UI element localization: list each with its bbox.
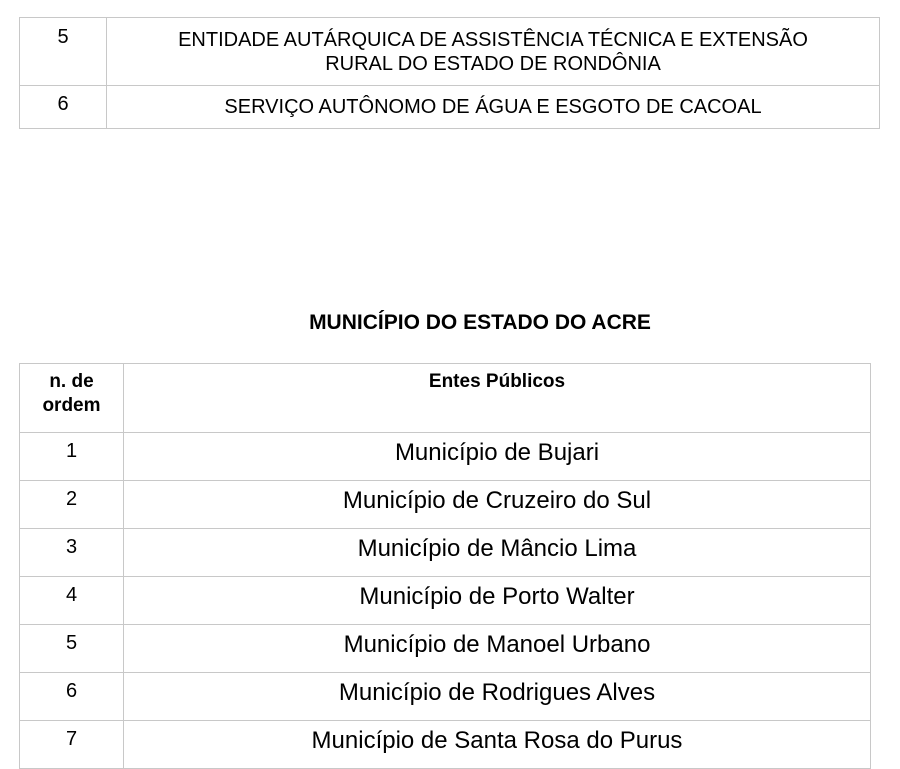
entity-name-cell: Município de Rodrigues Alves <box>124 673 871 721</box>
order-number-cell: 6 <box>20 673 124 721</box>
order-number-cell: 5 <box>20 625 124 673</box>
entity-name-cell: Município de Mâncio Lima <box>124 529 871 577</box>
header-line: n. de <box>49 371 94 392</box>
table-header-row <box>20 364 871 433</box>
entity-name-line: ENTIDADE AUTÁRQUICA DE ASSISTÊNCIA TÉCNICA E EXTENSÃO <box>178 28 808 51</box>
order-number-cell: 4 <box>20 577 124 625</box>
entity-name-line: SERVIÇO AUTÔNOMO DE ÁGUA E ESGOTO DE CACOAL <box>224 96 762 118</box>
table-row <box>20 625 871 673</box>
order-number-cell: 7 <box>20 721 124 769</box>
table-row <box>20 433 871 481</box>
entity-name-line: RURAL DO ESTADO DE RONDÔNIA <box>325 52 661 75</box>
entity-name-cell: Município de Bujari <box>124 433 871 481</box>
order-number-cell: 2 <box>20 481 124 529</box>
section-title: MUNICÍPIO DO ESTADO DO ACRE <box>309 311 651 334</box>
entity-name-cell: Município de Manoel Urbano <box>124 625 871 673</box>
order-number-cell: 3 <box>20 529 124 577</box>
entity-name-cell <box>107 18 880 86</box>
table-row <box>20 577 871 625</box>
table-row <box>20 721 871 769</box>
order-number-cell: 1 <box>20 433 124 481</box>
entity-name-cell: Município de Santa Rosa do Purus <box>124 721 871 769</box>
header-line: ordem <box>42 395 101 416</box>
entity-header: Entes Públicos <box>124 364 871 433</box>
entity-name-cell <box>107 86 880 129</box>
table-row <box>20 529 871 577</box>
table-row <box>20 18 880 86</box>
rondonia-entities-table-continued <box>19 17 880 129</box>
table-row <box>20 673 871 721</box>
entity-name-cell: Município de Porto Walter <box>124 577 871 625</box>
entity-name-cell: Município de Cruzeiro do Sul <box>124 481 871 529</box>
table-row <box>20 86 880 129</box>
order-number-cell: 6 <box>20 86 107 129</box>
order-number-header <box>20 364 124 433</box>
acre-entities-table <box>19 363 871 769</box>
table-row <box>20 481 871 529</box>
order-number-cell: 5 <box>20 18 107 86</box>
